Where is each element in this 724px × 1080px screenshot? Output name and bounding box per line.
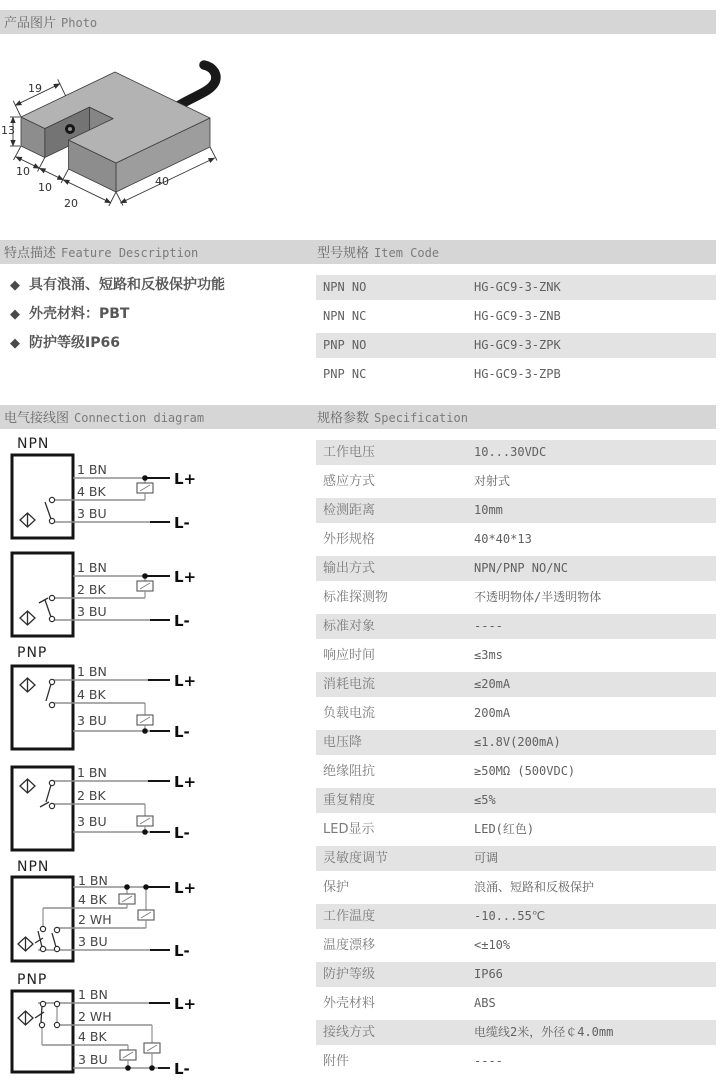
spec-row	[316, 759, 716, 784]
features-header-en: Feature Description	[61, 246, 199, 260]
wire-label: 4 BK	[77, 687, 106, 702]
spec-row	[316, 962, 716, 987]
spec-row	[316, 440, 716, 465]
diagram-1-type-label: NPN	[17, 436, 50, 452]
spec-row	[316, 469, 716, 494]
spec-label: 防护等级	[323, 967, 376, 982]
wiring-diagram-pnp-4wire	[8, 988, 220, 1080]
spec-value: -10...55℃	[474, 909, 546, 923]
spec-row	[316, 1049, 716, 1074]
spec-value: <±10%	[474, 938, 511, 952]
terminal-lplus: L+	[174, 879, 197, 897]
spec-row	[316, 614, 716, 639]
spec-value: ----	[474, 1054, 503, 1068]
spec-label: 外壳材料	[323, 996, 376, 1011]
spec-value: 电缆线2米，外径￠4.0mm	[474, 1025, 614, 1039]
connection-header-zh: 电气接线图	[4, 411, 70, 426]
spec-value: 10...30VDC	[474, 445, 547, 459]
spec-table	[316, 440, 716, 1078]
feature-text: 具有浪涌、短路和反极保护功能	[29, 277, 225, 293]
spec-value: ABS	[474, 996, 496, 1010]
connection-header-en: Connection diagram	[74, 411, 205, 425]
wire-label: 1 BN	[77, 462, 107, 477]
spec-row	[316, 585, 716, 610]
spec-label: 输出方式	[323, 561, 376, 576]
spec-label: 重复精度	[323, 793, 376, 808]
spec-value: NPN/PNP NO/NC	[474, 561, 568, 575]
terminal-lplus: L+	[174, 568, 197, 586]
diagram-3-type-label: PNP	[17, 645, 48, 661]
terminal-lminus: L-	[174, 514, 190, 532]
itemcode-row	[316, 333, 716, 358]
spec-label: 消耗电流	[323, 677, 376, 692]
spec-value: 对射式	[474, 474, 511, 488]
spec-value: 40*40*13	[474, 532, 532, 546]
spec-label: 负载电流	[323, 706, 376, 721]
spec-label: 响应时间	[323, 648, 376, 663]
wire-label: 1 BN	[78, 988, 108, 1002]
wire-label: 2 WH	[78, 912, 112, 927]
wiring-diagram-pnp-nc	[8, 763, 220, 858]
wire-label: 2 BK	[77, 582, 106, 597]
wire-label: 4 BK	[77, 484, 106, 499]
spec-label: 检测距离	[323, 503, 376, 518]
diagram-5-type-label: NPN	[17, 859, 50, 875]
spec-row	[316, 904, 716, 929]
photo-section-header	[0, 10, 716, 34]
spec-value: ----	[474, 619, 503, 633]
itemcode-label: PNP NC	[323, 367, 367, 381]
itemcode-header-en: Item Code	[374, 246, 440, 260]
dim-40: 40	[155, 175, 169, 188]
wire-label: 3 BU	[77, 713, 107, 728]
terminal-lminus: L-	[174, 1060, 190, 1078]
terminal-lminus: L-	[174, 723, 190, 741]
spec-row	[316, 527, 716, 552]
wire-label: 1 BN	[77, 765, 107, 780]
wiring-diagram-npn-no	[8, 453, 220, 548]
spec-row	[316, 672, 716, 697]
spec-label: 灵敏度调节	[323, 851, 389, 866]
terminal-lplus: L+	[174, 995, 197, 1013]
spec-value: ≤3ms	[474, 648, 503, 662]
itemcode-label: NPN NC	[323, 309, 367, 323]
spec-value: LED(红色)	[474, 822, 535, 836]
spec-row	[316, 875, 716, 900]
wiring-diagram-npn-nc	[8, 551, 220, 646]
terminal-lminus: L-	[174, 942, 190, 960]
terminal-lminus: L-	[174, 612, 190, 630]
terminal-lminus: L-	[174, 824, 190, 842]
product-drawing	[0, 58, 247, 210]
itemcode-row	[316, 275, 716, 300]
spec-label: LED显示	[323, 822, 375, 837]
spec-label: 绝缘阻抗	[323, 764, 376, 779]
spec-row	[316, 730, 716, 755]
diamond-bullet-icon: ◆	[10, 278, 20, 293]
itemcode-value: HG-GC9-3-ZNK	[474, 280, 561, 294]
diagram-6-type-label: PNP	[17, 972, 48, 988]
spec-value: ≤20mA	[474, 677, 511, 691]
spec-label: 电压降	[323, 735, 363, 750]
spec-value: 不透明物体/半透明物体	[474, 590, 602, 604]
spec-row	[316, 556, 716, 581]
spec-row	[316, 991, 716, 1016]
wire-label: 2 WH	[78, 1009, 112, 1024]
spec-row	[316, 643, 716, 668]
terminal-lplus: L+	[174, 672, 197, 690]
feature-item	[10, 300, 310, 329]
photo-header-zh: 产品图片	[4, 16, 57, 31]
itemcode-value: HG-GC9-3-ZNB	[474, 309, 561, 323]
spec-value: ≥50MΩ (500VDC)	[474, 764, 576, 778]
feature-text: 外壳材料：PBT	[29, 306, 130, 322]
wire-label: 3 BU	[77, 814, 107, 829]
spec-value: 可调	[474, 851, 499, 865]
spec-label: 保护	[323, 880, 350, 895]
dim-10b: 10	[38, 181, 52, 194]
spec-label: 接线方式	[323, 1025, 376, 1040]
feature-item	[10, 329, 310, 358]
itemcode-label: PNP NO	[323, 338, 367, 352]
wire-label: 3 BU	[77, 604, 107, 619]
spec-label: 工作电压	[323, 445, 376, 460]
spec-row	[316, 817, 716, 842]
spec-value: 10mm	[474, 503, 503, 517]
photo-header-en: Photo	[61, 16, 98, 30]
spec-row	[316, 933, 716, 958]
spec-label: 附件	[323, 1054, 350, 1069]
spec-row	[316, 498, 716, 523]
spec-value: ≤1.8V(200mA)	[474, 735, 561, 749]
spec-header-zh: 规格参数	[317, 411, 370, 426]
spec-label: 外形规格	[323, 532, 376, 547]
spec-label: 标准探测物	[323, 590, 389, 605]
wire-label: 4 BK	[78, 1029, 107, 1044]
terminal-lplus: L+	[174, 470, 197, 488]
itemcode-value: HG-GC9-3-ZPB	[474, 367, 561, 381]
wire-label: 3 BU	[77, 506, 107, 521]
itemcode-value: HG-GC9-3-ZPK	[474, 338, 561, 352]
feature-list	[10, 271, 310, 358]
features-itemcode-header	[0, 240, 716, 264]
wiring-diagram-pnp-no	[8, 662, 220, 757]
connection-spec-header	[0, 405, 716, 429]
spec-value: 浪涌、短路和反极保护	[474, 880, 595, 894]
spec-value: ≤5%	[474, 793, 496, 807]
item-code-table	[316, 275, 716, 391]
wire-label: 3 BU	[78, 1052, 108, 1067]
dim-13: 13	[1, 124, 15, 137]
feature-text: 防护等级IP66	[29, 335, 120, 351]
feature-item	[10, 271, 310, 300]
wire-label: 1 BN	[77, 664, 107, 679]
spec-label: 感应方式	[323, 474, 376, 489]
wire-label: 1 BN	[78, 875, 108, 888]
dim-20: 20	[64, 197, 78, 210]
itemcode-row	[316, 304, 716, 329]
spec-row	[316, 1020, 716, 1045]
diamond-bullet-icon: ◆	[10, 307, 20, 322]
itemcode-label: NPN NO	[323, 280, 367, 294]
spec-row	[316, 788, 716, 813]
itemcode-header-zh: 型号规格	[317, 246, 370, 261]
diamond-bullet-icon: ◆	[10, 336, 20, 351]
spec-value: 200mA	[474, 706, 511, 720]
spec-value: IP66	[474, 967, 503, 981]
spec-label: 温度漂移	[323, 938, 376, 953]
spec-label: 工作温度	[323, 909, 376, 924]
spec-row	[316, 701, 716, 726]
sensor-cable	[178, 65, 216, 106]
wire-label: 3 BU	[78, 934, 108, 949]
terminal-lplus: L+	[174, 773, 197, 791]
spec-row	[316, 846, 716, 871]
spec-header-en: Specification	[374, 411, 468, 425]
itemcode-row	[316, 362, 716, 387]
features-header-zh: 特点描述	[4, 246, 57, 261]
spec-label: 标准对象	[323, 619, 376, 634]
dim-10a: 10	[16, 165, 30, 178]
wire-label: 2 BK	[77, 788, 106, 803]
wire-label: 1 BN	[77, 560, 107, 575]
dim-19: 19	[28, 82, 42, 95]
wiring-diagram-npn-4wire	[8, 875, 220, 985]
wire-label: 4 BK	[78, 892, 107, 907]
